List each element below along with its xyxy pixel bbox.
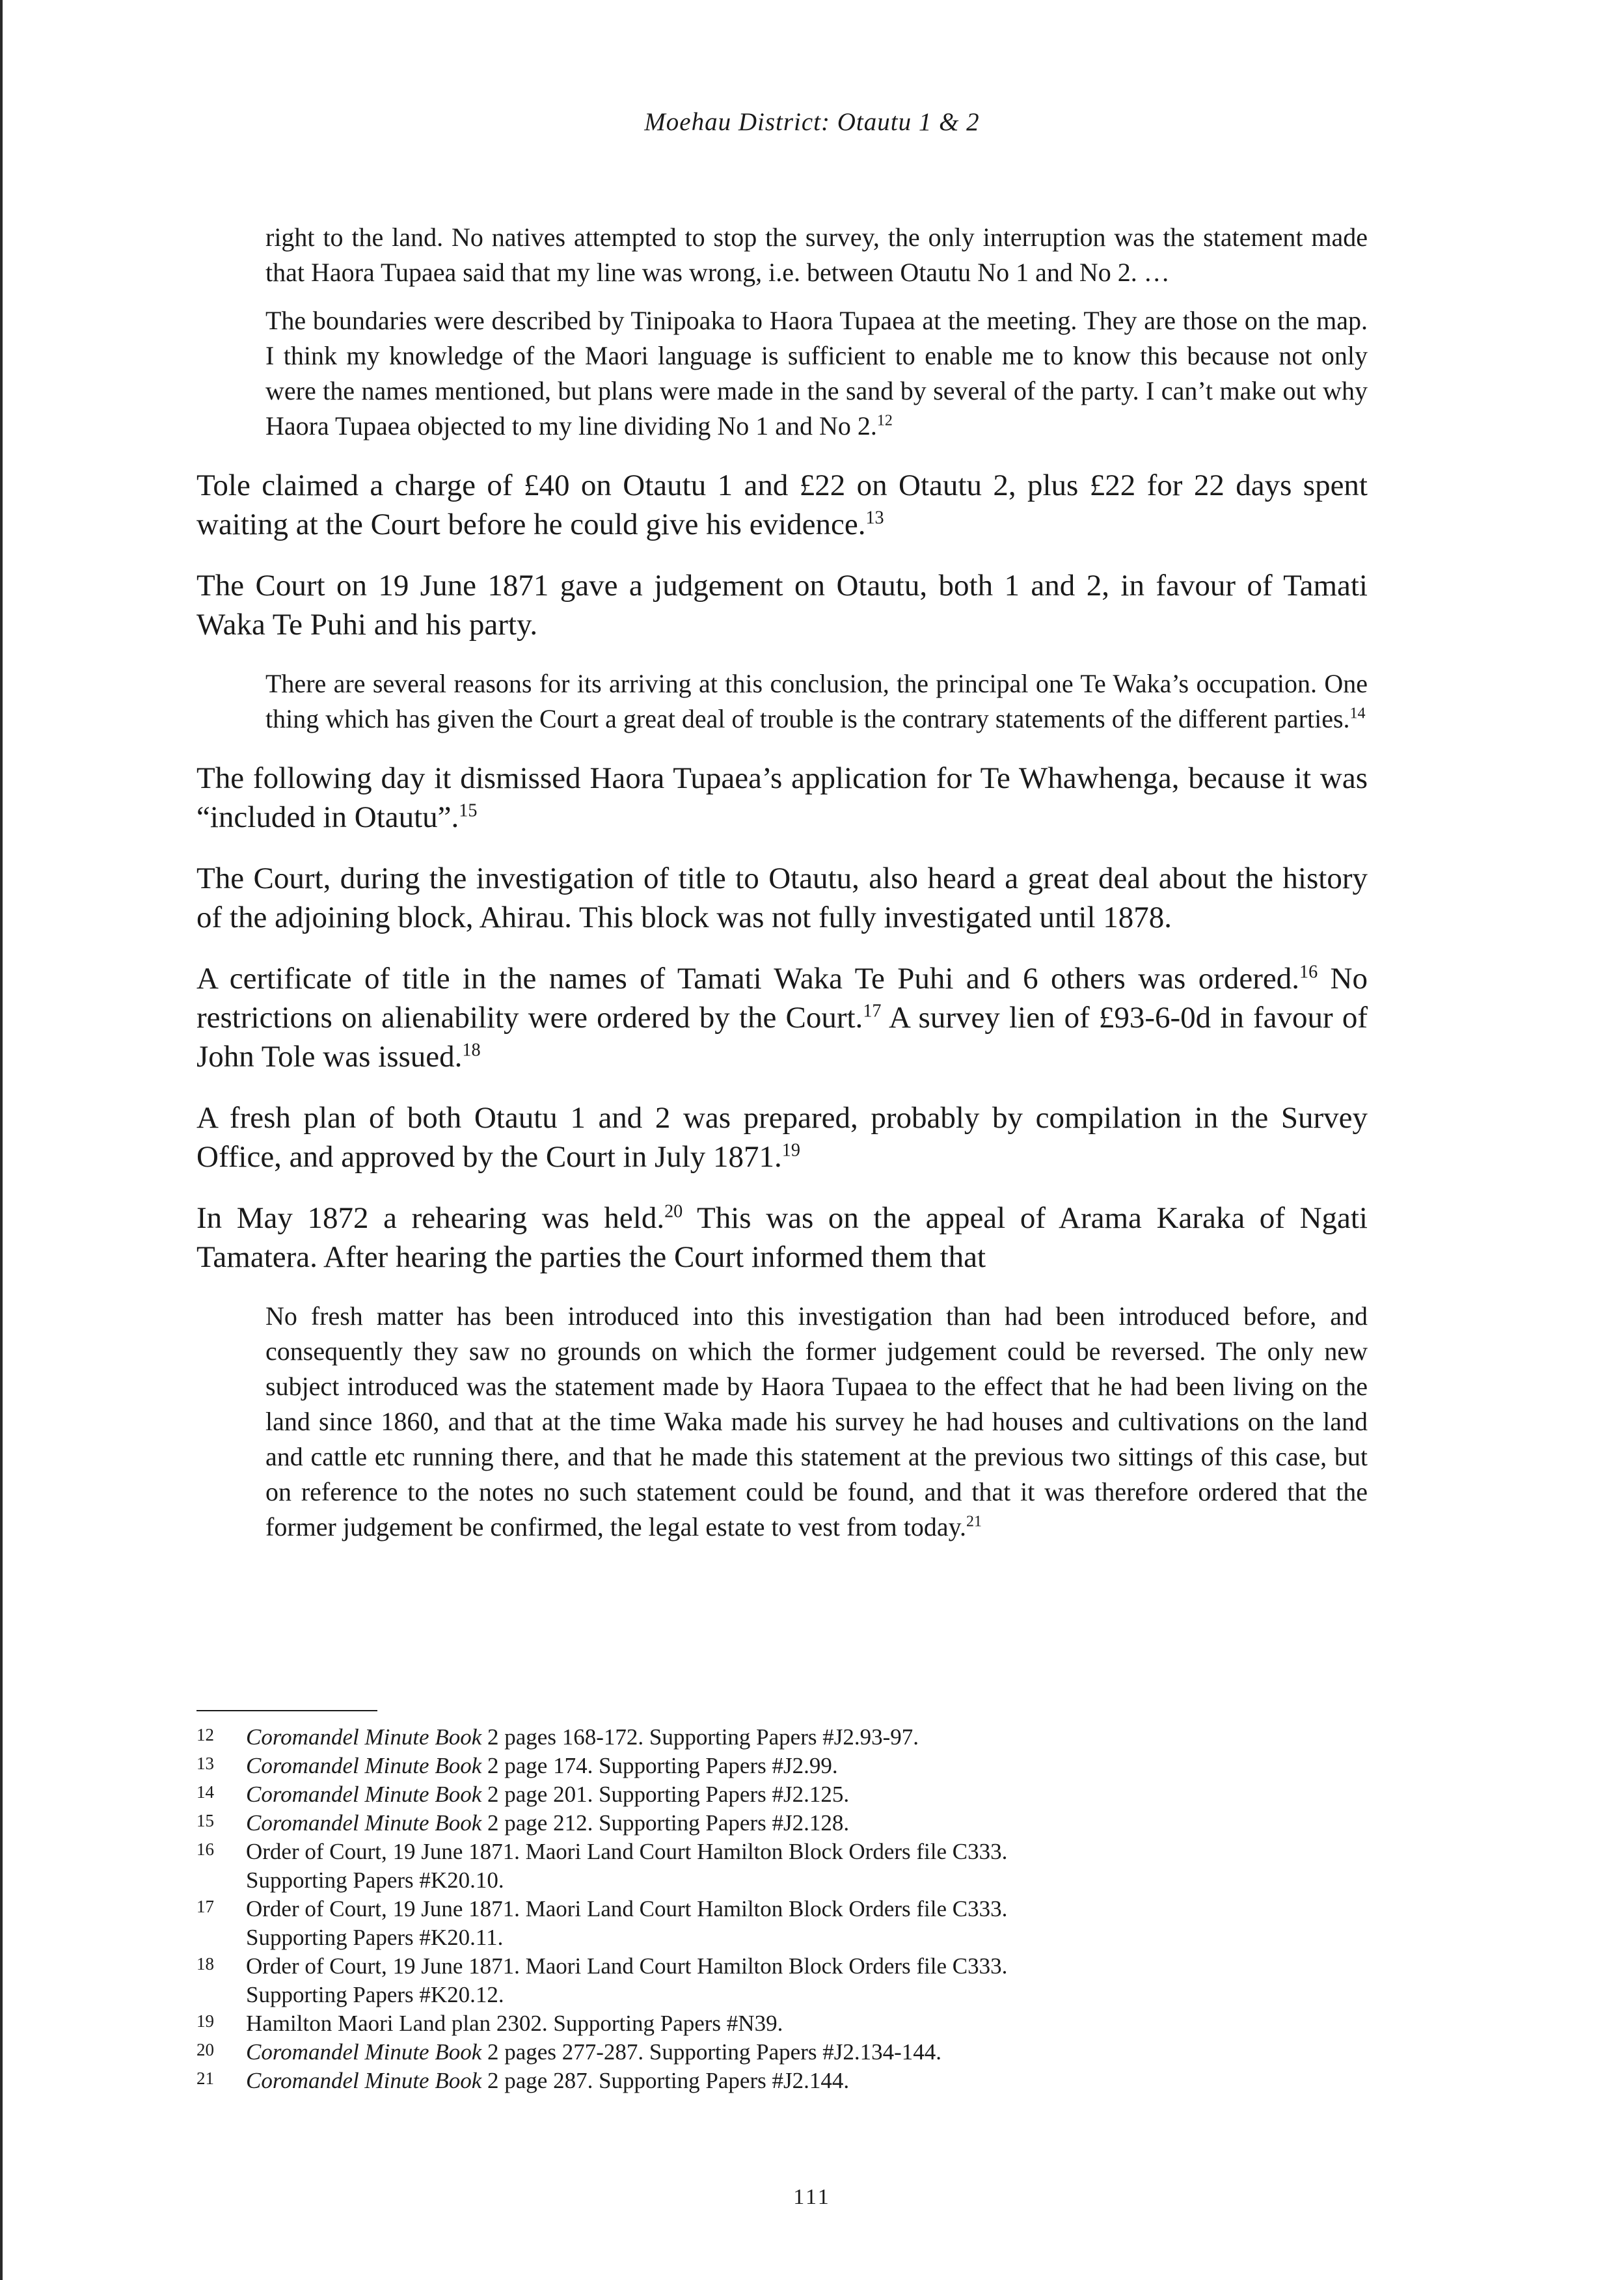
footnote-source-title: Coromandel Minute Book <box>246 1753 482 1778</box>
footnotes <box>196 1723 1368 2095</box>
text-run: No restrictions on alienability were ordered by the Court. <box>196 962 1368 1035</box>
text-run: No fresh matter has been introduced into this investigation than had been introduced before, and consequently they saw no grounds on which the former judgement could be reversed. The only new subject introduced was the statement made by Haora Tupaea to the effect that he had been living on the land since 1860, and that at the time Waka made his survey he had houses and cultivations on the land and cattle etc running there, and that he made this statement at the previous two sittings of this case, but on reference to the notes no such statement could be found, and that it was therefore ordered that the former judgement be confirmed, the legal estate to vest from today. <box>265 1301 1368 1541</box>
footnote-text <box>246 1895 1007 1952</box>
footnote <box>196 1752 1368 1780</box>
footnote-number: 13 <box>196 1754 214 1773</box>
footnote-number: 16 <box>196 1839 214 1859</box>
quote-paragraph <box>265 666 1368 737</box>
footnote-text <box>246 2038 941 2067</box>
footnote-source-title: Coromandel Minute Book <box>246 1782 482 1807</box>
footnote <box>196 1780 1368 1809</box>
footnote <box>196 2038 1368 2067</box>
footnote-reference: 14 <box>1349 705 1366 722</box>
footnote-text <box>246 2009 783 2038</box>
footnote-reference: 16 <box>1299 962 1318 983</box>
text-run: A certificate of title in the names of Tamati Waka Te Puhi and 6 others was ordered. <box>196 962 1299 996</box>
text-run: In May 1872 a rehearing was held. <box>196 1201 665 1235</box>
footnote <box>196 2009 1368 2038</box>
footnote-reference: 15 <box>459 800 478 821</box>
page-edge <box>0 0 3 2280</box>
footnote-text <box>246 1952 1007 2009</box>
footnote-reference: 18 <box>462 1040 481 1061</box>
footnote-detail: 2 page 174. Supporting Papers #J2.99. <box>481 1753 838 1778</box>
footnote <box>196 1895 1368 1952</box>
footnote-text <box>246 1838 1007 1895</box>
footnote-source-title: Coromandel Minute Book <box>246 2068 482 2093</box>
body-paragraph <box>196 959 1368 1076</box>
footnote-detail: 2 page 212. Supporting Papers #J2.128. <box>481 1810 850 1836</box>
footnote <box>196 1838 1368 1895</box>
text-run: The following day it dismissed Haora Tupaea’s application for Te Whawhenga, because it was “included in Otautu”. <box>196 761 1368 834</box>
footnote-reference: 21 <box>966 1513 982 1530</box>
footnote-detail: 2 pages 277-287. Supporting Papers #J2.134-144. <box>481 2039 942 2065</box>
block-quote <box>265 1299 1368 1545</box>
block-quote <box>265 666 1368 737</box>
footnote-detail-continued: Supporting Papers #K20.10. <box>246 1867 504 1893</box>
footnote-number: 17 <box>196 1897 214 1916</box>
body-paragraph <box>196 566 1368 644</box>
footnote-reference: 12 <box>876 412 893 429</box>
footnote-detail: Hamilton Maori Land plan 2302. Supporting Papers #N39. <box>246 2011 783 2036</box>
page-number: 111 <box>793 2185 831 2209</box>
footnote-reference: 20 <box>664 1201 683 1222</box>
body-paragraph <box>196 466 1368 544</box>
footnote-number: 21 <box>196 2069 214 2088</box>
footnote-source-title: Coromandel Minute Book <box>246 2039 482 2065</box>
text-run: right to the land. No natives attempted to stop the survey, the only interruption was the statement made that Haora Tupaea said that my line was wrong, i.e. between Otautu No 1 and No 2. … <box>265 223 1368 287</box>
footnote <box>196 2067 1368 2095</box>
footnote-detail: Order of Court, 19 June 1871. Maori Land Court Hamilton Block Orders file C333. <box>246 1953 1008 1979</box>
footnote-detail: 2 page 287. Supporting Papers #J2.144. <box>481 2068 850 2093</box>
footnote-number: 12 <box>196 1725 214 1744</box>
quote-paragraph <box>265 1299 1368 1545</box>
running-head: Moehau District: Otautu 1 & 2 <box>644 108 980 136</box>
body-paragraph <box>196 759 1368 837</box>
body-paragraph <box>196 1199 1368 1277</box>
text-run: This was on the appeal of Arama Karaka of Ngati Tamatera. After hearing the parties the Court informed them that <box>196 1201 1368 1274</box>
footnote <box>196 1809 1368 1838</box>
text-run: The Court on 19 June 1871 gave a judgement on Otautu, both 1 and 2, in favour of Tamati Waka Te Puhi and his party. <box>196 569 1368 642</box>
footnote <box>196 1723 1368 1752</box>
footnote-detail: Order of Court, 19 June 1871. Maori Land Court Hamilton Block Orders file C333. <box>246 1896 1008 1921</box>
footnote-text <box>246 2067 849 2095</box>
footnote-text <box>246 1809 849 1838</box>
footnote-text <box>246 1723 919 1752</box>
footnote-detail: 2 pages 168-172. Supporting Papers #J2.93-97. <box>481 1724 919 1750</box>
footnote-detail: Order of Court, 19 June 1871. Maori Land Court Hamilton Block Orders file C333. <box>246 1839 1008 1864</box>
text-run: A survey lien of £93-6-0d in favour of John Tole was issued. <box>196 1001 1368 1074</box>
block-quote <box>265 220 1368 444</box>
text-run: A fresh plan of both Otautu 1 and 2 was prepared, probably by compilation in the Survey Office, and approved by the Court in July 1871. <box>196 1101 1368 1174</box>
footnote-number: 14 <box>196 1782 214 1802</box>
footnote-detail-continued: Supporting Papers #K20.11. <box>246 1925 504 1950</box>
footnote-separator <box>196 1710 377 1711</box>
footnote-number: 15 <box>196 1811 214 1830</box>
footnote-reference: 13 <box>865 508 884 528</box>
main-text <box>196 220 1368 1567</box>
footnote-detail-continued: Supporting Papers #K20.12. <box>246 1982 504 2007</box>
body-paragraph <box>196 859 1368 937</box>
text-run: The Court, during the investigation of title to Otautu, also heard a great deal about the history of the adjoining block, Ahirau. This block was not fully investigated until 1878. <box>196 862 1368 934</box>
footnote-number: 20 <box>196 2040 214 2059</box>
text-run: There are several reasons for its arriving at this conclusion, the principal one Te Waka’s occupation. One thing which has given the Court a great deal of trouble is the contrary statements of the different parties. <box>265 669 1368 733</box>
quote-paragraph <box>265 303 1368 444</box>
footnote-text <box>246 1780 849 1809</box>
quote-paragraph <box>265 220 1368 290</box>
body-paragraph <box>196 1098 1368 1176</box>
footnote <box>196 1952 1368 2009</box>
footnote-detail: 2 page 201. Supporting Papers #J2.125. <box>481 1782 850 1807</box>
footnote-reference: 19 <box>781 1140 800 1161</box>
footnote-source-title: Coromandel Minute Book <box>246 1810 482 1836</box>
text-run: The boundaries were described by Tinipoaka to Haora Tupaea at the meeting. They are those on the map. I think my knowledge of the Maori language is sufficient to enable me to know this because not only were the names mentioned, but plans were made in the sand by several of the party. I can’t make out why Haora Tupaea objected to my line dividing No 1 and No 2. <box>265 306 1368 441</box>
text-run: Tole claimed a charge of £40 on Otautu 1 and £22 on Otautu 2, plus £22 for 22 days spent waiting at the Court before he could give his evidence. <box>196 468 1368 541</box>
footnote-number: 19 <box>196 2011 214 2031</box>
footnote-number: 18 <box>196 1954 214 1974</box>
footnote-reference: 17 <box>863 1001 882 1022</box>
footnote-source-title: Coromandel Minute Book <box>246 1724 482 1750</box>
footnote-text <box>246 1752 838 1780</box>
